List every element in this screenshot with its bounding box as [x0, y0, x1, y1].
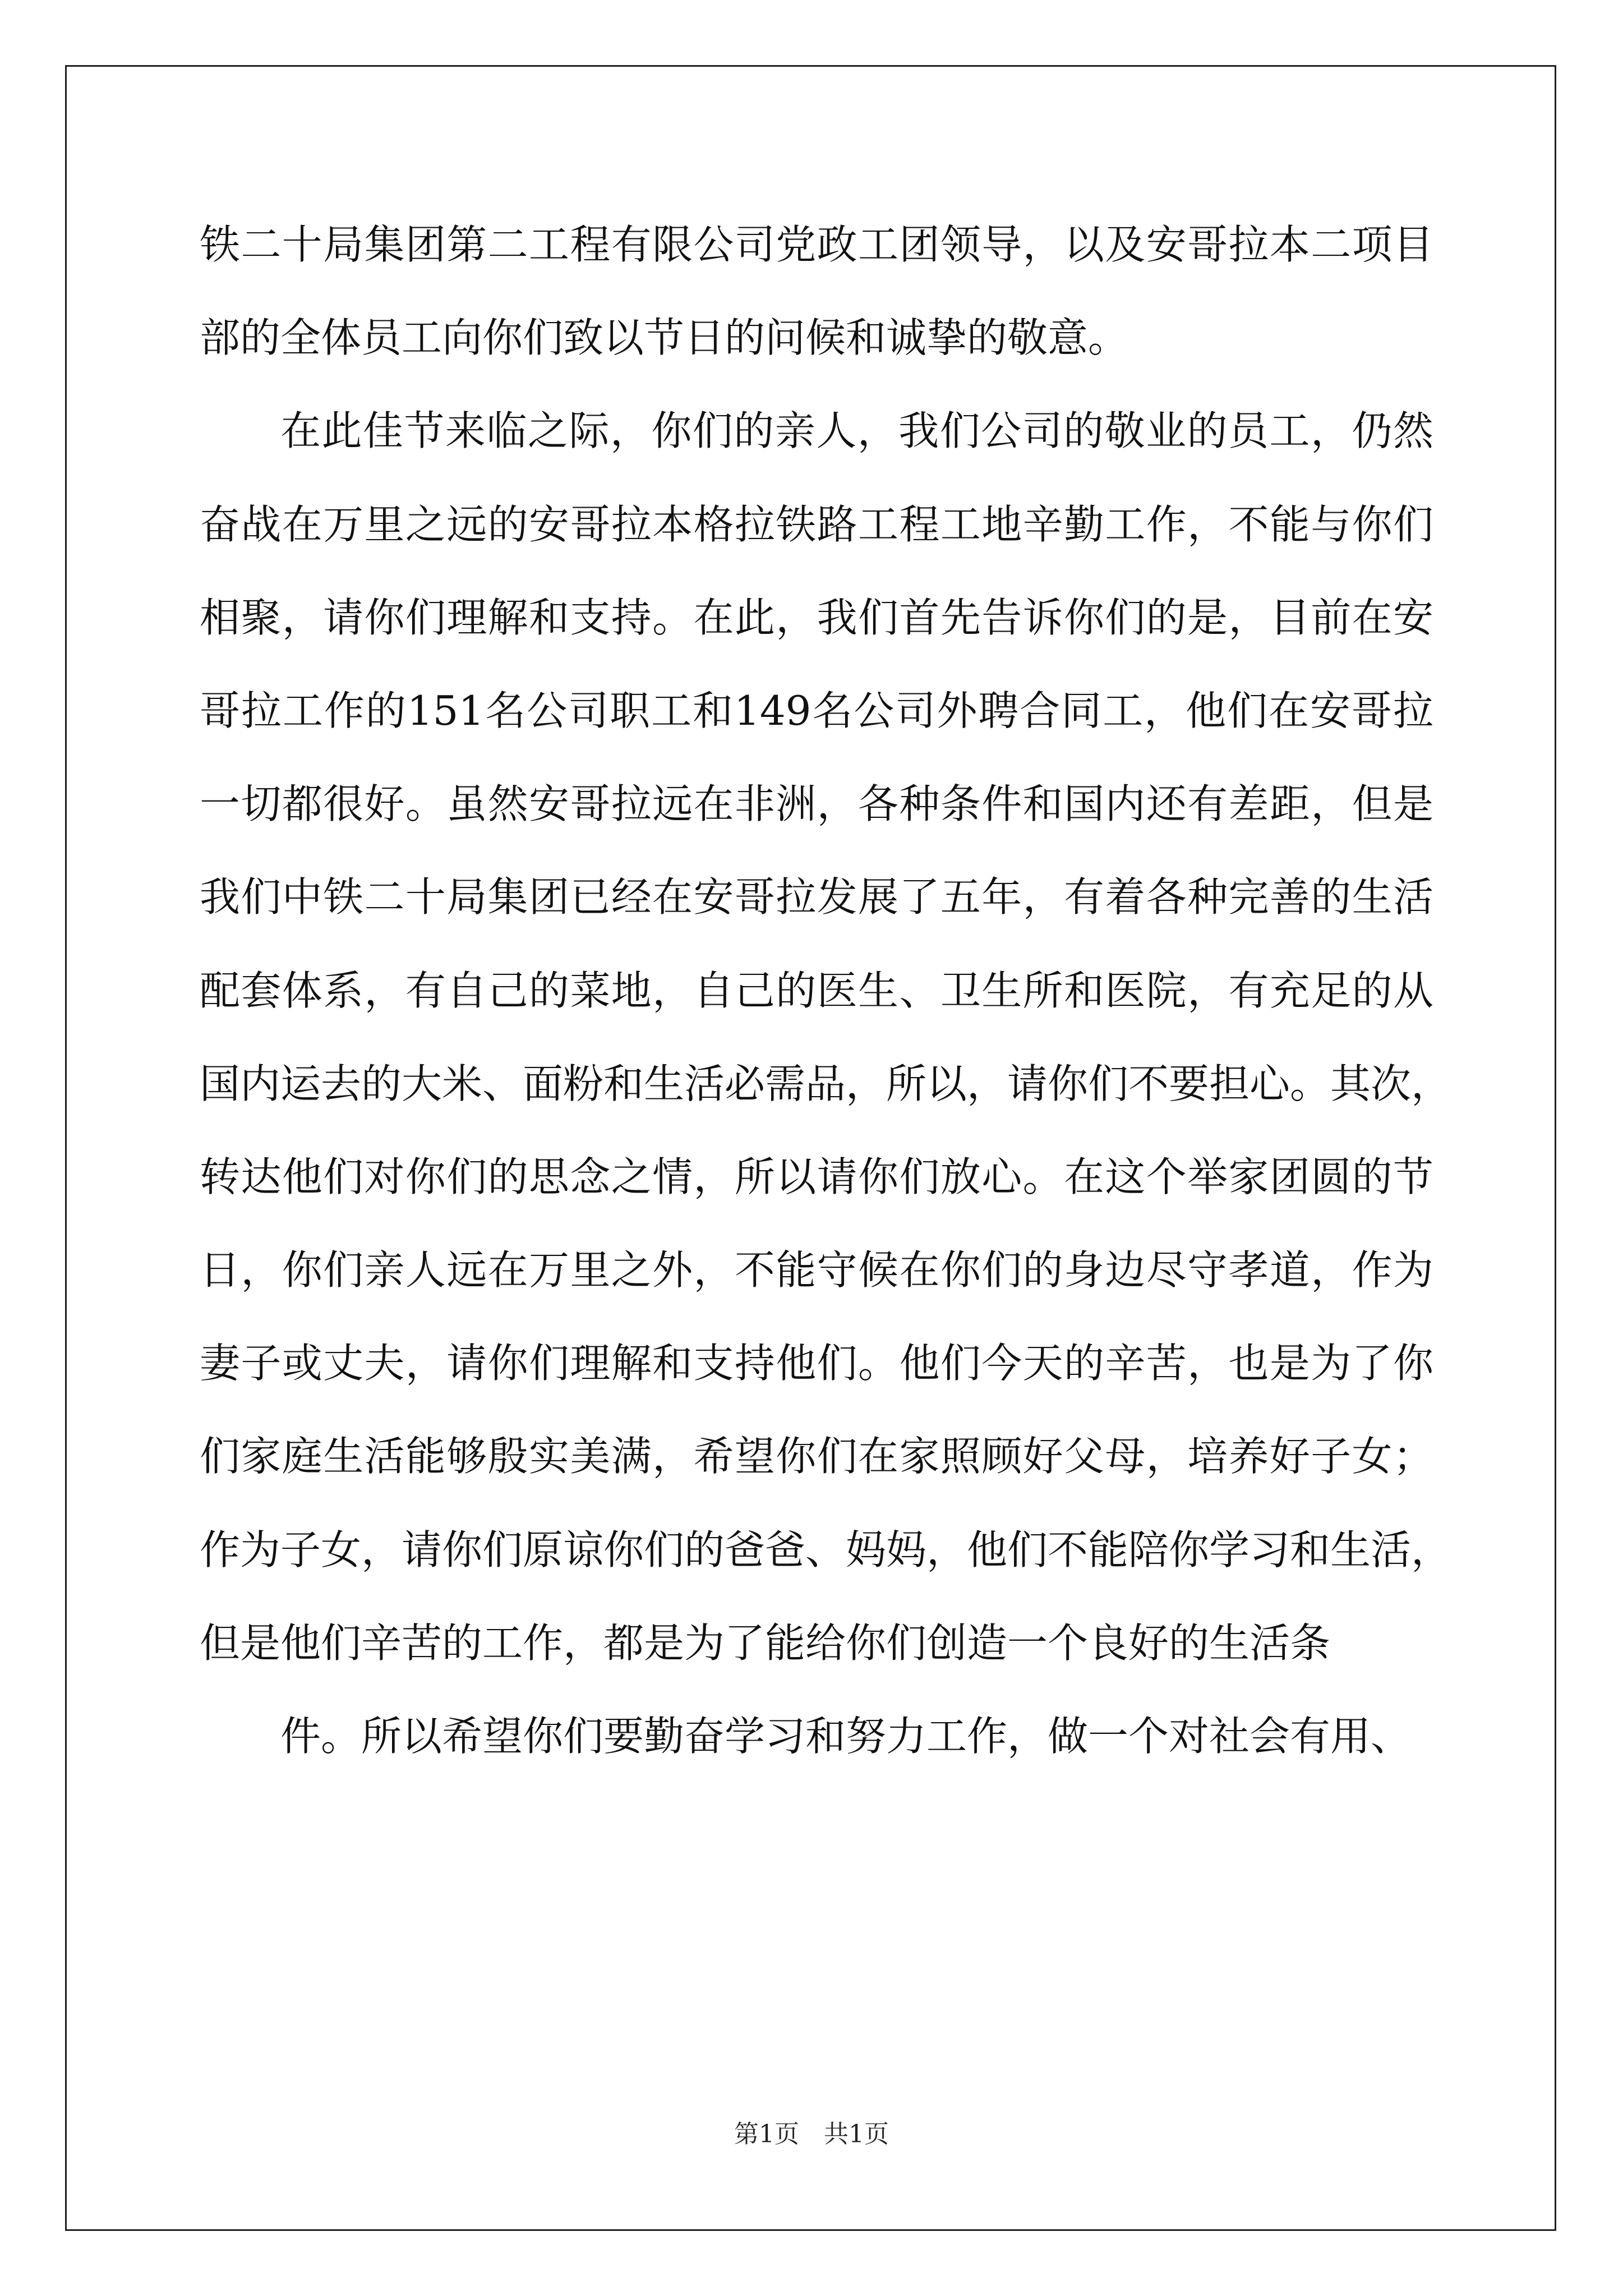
text-line: 配套体系，有自己的菜地，自己的医生、卫生所和医院，有充足的从 — [200, 967, 1433, 1014]
text-line: 转达他们对你们的思念之情，所以请你们放心。在这个举家团圆的节 — [200, 1153, 1433, 1200]
page-footer — [0, 2118, 1623, 2151]
text-line: 相聚，请你们理解和支持。在此，我们首先告诉你们的是，目前在安 — [200, 594, 1433, 641]
text-line: 铁二十局集团第二工程有限公司党政工团领导，以及安哥拉本二项目 — [200, 221, 1433, 268]
text-line: 件。所以希望你们要勤奋学习和努力工作，做一个对社会有用、 — [280, 1713, 1412, 1760]
text-line: 我们中铁二十局集团已经在安哥拉发展了五年，有着各种完善的生活 — [200, 873, 1433, 921]
page-number: 第1页 — [734, 2120, 799, 2148]
text-line: 奋战在万里之远的安哥拉本格拉铁路工程工地辛勤工作，不能与你们 — [200, 501, 1433, 548]
text-line: 国内运去的大米、面粉和生活必需品，所以，请你们不要担心。其次， — [200, 1060, 1452, 1107]
text-line: 们家庭生活能够殷实美满，希望你们在家照顾好父母，培养好子女； — [200, 1433, 1433, 1480]
text-line: 日，你们亲人远在万里之外，不能守候在你们的身边尽守孝道，作为 — [200, 1246, 1433, 1294]
page-total: 共1页 — [824, 2120, 889, 2148]
text-line: 哥拉工作的151名公司职工和149名公司外聘合同工，他们在安哥拉 — [200, 687, 1433, 734]
text-line: 在此佳节来临之际，你们的亲人，我们公司的敬业的员工，仍然 — [280, 407, 1433, 454]
text-line: 但是他们辛苦的工作，都是为了能给你们创造一个良好的生活条 — [200, 1619, 1331, 1667]
text-line: 妻子或丈夫，请你们理解和支持他们。他们今天的辛苦，也是为了你 — [200, 1340, 1433, 1387]
text-line: 部的全体员工向你们致以节日的问候和诚挚的敬意。 — [200, 314, 1129, 361]
text-line: 一切都很好。虽然安哥拉远在非洲，各种条件和国内还有差距，但是 — [200, 780, 1433, 827]
text-line: 作为子女，请你们原谅你们的爸爸、妈妈，他们不能陪你学习和生活， — [200, 1526, 1452, 1573]
